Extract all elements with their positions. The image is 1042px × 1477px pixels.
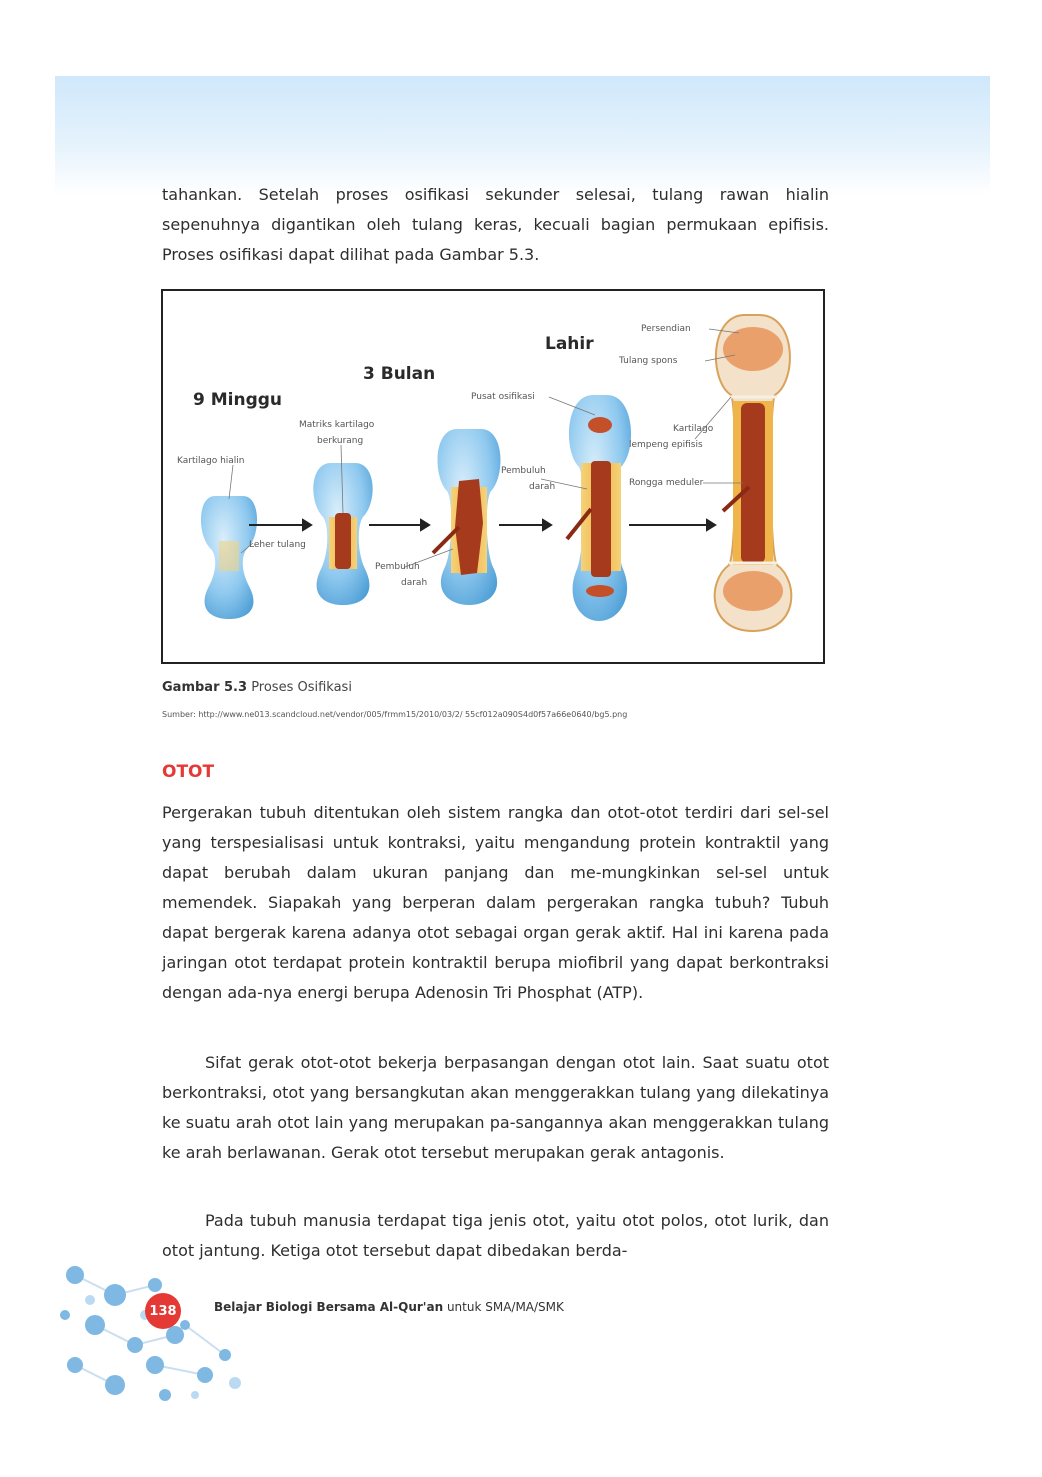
paragraph-1: Pergerakan tubuh ditentukan oleh sistem rangka dan otot-otot terdiri dari sel-sel yang terspesialisasi untuk kontraksi, yaitu mengandung protein kontraktil yang dapat berubah dalam ukuran panjang dan me-mungkinkan sel-sel untuk memendek. Siapakah yang berperan dalam pergerakan rangka tubuh? Tubuh dapat bergerak karena adanya otot sebagai organ gerak aktif. Hal ini karena pada jaringan otot terdapat protein kontraktil berupa miofibril yang dapat berkontraksi dengan ada-nya energi berupa Adenosin Tri Phosphat (ATP). <box>162 803 829 1002</box>
label-pembuluh-darah-1: Pembuluh <box>375 562 420 572</box>
label-pembuluh-darah-2b: darah <box>529 482 556 492</box>
stage-9-minggu-label: 9 Minggu <box>193 390 283 410</box>
label-pusat-osifikasi: Pusat osifikasi <box>471 392 535 402</box>
bone-stage-9-minggu <box>201 496 257 619</box>
figure-source: Sumber: http://www.ne013.scandcloud.net/vendor/005/frmm15/2010/03/2/ 55cf012a090S4d0f57a66e0640/bg5.png <box>162 710 628 719</box>
page-number: 138 <box>145 1293 181 1329</box>
caption-label: Gambar 5.3 <box>162 680 248 695</box>
stage-3-bulan-label: 3 Bulan <box>363 364 436 384</box>
book-title <box>214 1300 564 1314</box>
book-title-bold: Belajar Biologi Bersama Al-Qur'an <box>214 1300 444 1314</box>
label-kartilago-line2: lempeng epifisis <box>629 440 703 450</box>
ossification-figure <box>161 289 825 664</box>
section-title: OTOT <box>162 762 215 782</box>
bone-stage-3 <box>433 429 500 605</box>
caption-text: Proses Osifikasi <box>251 680 352 695</box>
bone-stage-mature <box>715 315 792 631</box>
book-title-rest: untuk SMA/MA/SMK <box>443 1300 564 1314</box>
label-persendian: Persendian <box>641 324 691 334</box>
molecule-decoration <box>55 1255 455 1405</box>
figure-caption <box>162 680 352 695</box>
label-leher-tulang: Leher tulang <box>249 540 306 550</box>
bone-stage-lahir <box>567 395 631 621</box>
paragraph-3: Pada tubuh manusia terdapat tiga jenis otot, yaitu otot polos, otot lurik, dan otot jantung. Ketiga otot tersebut dapat dibedakan berda- <box>162 1211 829 1260</box>
header-band <box>55 76 990 196</box>
label-kartilago-line1: Kartilago <box>673 424 714 434</box>
intro-paragraph: tahankan. Setelah proses osifikasi sekunder selesai, tulang rawan hialin sepenuhnya digantikan oleh tulang keras, kecuali bagian permukaan epifisis. Proses osifikasi dapat dilihat pada Gambar 5.3. <box>162 185 829 264</box>
label-pembuluh-darah-2: Pembuluh <box>501 466 546 476</box>
paragraph-2: Sifat gerak otot-otot bekerja berpasangan dengan otot lain. Saat suatu otot berkontraksi, otot yang bersangkutan akan menggerakkan tulang yang dilekatinya ke suatu arah otot lain yang merupakan pa-sangannya akan menggerakkan tulang ke arah berlawanan. Gerak otot tersebut merupakan gerak antagonis. <box>162 1053 829 1162</box>
label-matriks-line2: berkurang <box>317 436 364 446</box>
label-pembuluh-darah-1b: darah <box>401 578 428 588</box>
label-kartilago-hialin: Kartilago hialin <box>177 456 245 466</box>
label-rongga-meduler: Rongga meduler <box>629 478 704 488</box>
label-tulang-spons: Tulang spons <box>619 356 678 366</box>
ossification-diagram <box>163 291 823 662</box>
label-matriks-line1: Matriks kartilago <box>299 420 375 430</box>
stage-lahir-label: Lahir <box>545 334 594 354</box>
bone-stage-3-bulan <box>313 463 372 605</box>
